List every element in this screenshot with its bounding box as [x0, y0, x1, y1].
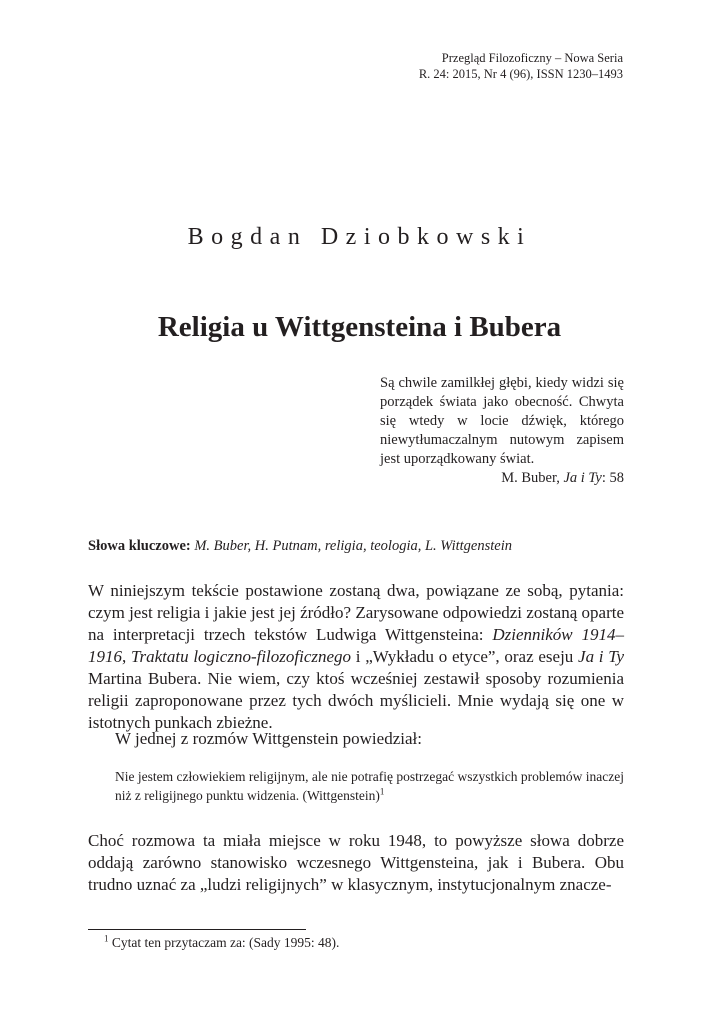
- block-quote: [115, 767, 624, 805]
- keywords: [88, 537, 628, 556]
- paragraph-1: [88, 580, 624, 734]
- paragraph-2: W jednej z rozmów Wittgenstein powiedział:: [115, 729, 422, 748]
- paragraph-1-text-b: ,: [122, 647, 131, 666]
- motto-source-author: M. Buber,: [501, 470, 564, 486]
- journal-header: [419, 50, 623, 82]
- footnote-ref[interactable]: 1: [379, 786, 385, 797]
- author-name: Bogdan Dziobkowski: [187, 224, 532, 250]
- quote-text: Nie jestem człowiekiem religijnym, ale nie potrafię postrzegać wszystkich problemów inaczej niż z religijnego punktu widzenia. (Wittgenstein): [115, 769, 624, 803]
- title-dzienniki: Dzienników 1914–1916: [88, 625, 624, 666]
- paragraph-1-text-a: W niniejszym tekście postawione zostaną dwa, powiązane ze sobą, pytania: czym jest religia i jakie jest jej źródło? Zarysowane odpowiedzi zostaną oparte na interpretacji trzech tekstów Ludwiga Wittgensteina:: [88, 581, 624, 644]
- footnote-text: Cytat ten przytaczam za: (Sady 1995: 48).: [108, 935, 340, 950]
- paragraph-3: Choć rozmowa ta miała miejsce w roku 1948, to powyższe słowa dobrze oddają zarówno stanowisko wczesnego Wittgensteina, jak i Bubera. Obu trudno uznać za „ludzi religijnych” w klasycznym, instytucjonalnym znacze-: [88, 831, 624, 894]
- journal-issue: R. 24: 2015, Nr 4 (96), ISSN 1230–1493: [418, 67, 623, 81]
- footnote-number: 1: [104, 933, 109, 944]
- motto: [380, 374, 624, 488]
- motto-source-title: Ja i Ty: [563, 470, 602, 486]
- article-title: Religia u Wittgensteina i Bubera: [157, 311, 562, 343]
- title-ja-i-ty: Ja i Ty: [578, 647, 624, 666]
- footnote: [104, 934, 339, 952]
- paragraph-1-text-c: i „Wykładu o etyce”, oraz eseju: [351, 647, 579, 666]
- motto-source-page: : 58: [601, 470, 624, 486]
- motto-text: Są chwile zamilkłej głębi, kiedy widzi się porządek świata jako obecność. Chwyta się wtedy w locie dźwięk, którego niewytłumaczalnym nutowym zapisem jest uporządkowany świat.: [380, 375, 624, 467]
- keywords-label: Słowa kluczowe:: [88, 538, 191, 554]
- motto-source: [380, 469, 624, 488]
- footnote-divider: [88, 929, 306, 930]
- paragraph-1-text-d: Martina Bubera. Nie wiem, czy ktoś wcześniej zestawił sposoby rozumienia religii zaproponowane przez tych dwóch myślicieli. Mnie wydają się one w istotnych punkach zbieżne.: [88, 669, 624, 732]
- title-traktat: Traktatu logiczno-filozoficznego: [130, 647, 352, 666]
- keywords-list: M. Buber, H. Putnam, religia, teologia, L. Wittgenstein: [194, 538, 512, 554]
- journal-name: Przegląd Filozoficzny – Nowa Seria: [441, 51, 623, 65]
